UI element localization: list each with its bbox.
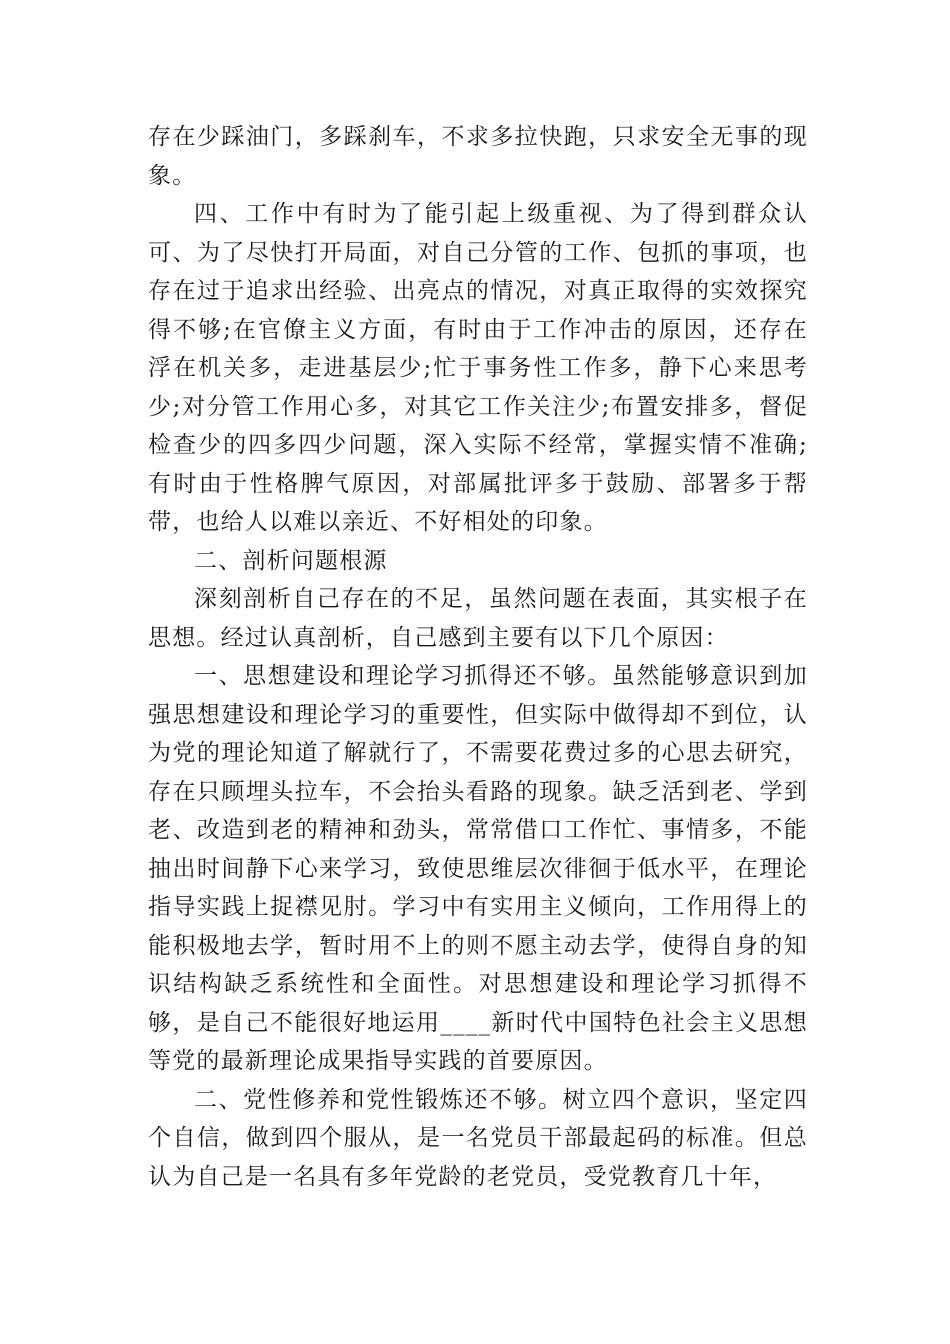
paragraph-5: 二、党性修养和党性锻炼还不够。树立四个意识，坚定四个自信，做到四个服从，是一名党员干部最起码的标准。但总认为自己是一名具有多年党龄的老党员，受党教育几十年， [148, 1086, 808, 1190]
section-heading: 二、剖析问题根源 [194, 547, 388, 574]
paragraph-1: 存在少踩油门，多踩刹车，不求多拉快跑，只求安全无事的现象。 [148, 124, 808, 189]
document-body [148, 118, 808, 1196]
paragraph-2: 四、工作中有时为了能引起上级重视、为了得到群众认可、为了尽快打开局面，对自己分管的工作、包抓的事项，也存在过于追求出经验、出亮点的情况，对真正取得的实效探究得不够;在官僚主义方面，有时由于工作冲击的原因，还存在浮在机关多，走进基层少;忙于事务性工作多，静下心来思考少;对分管工作用心多，对其它工作关注少;布置安排多，督促检查少的四多四少问题，深入实际不经常，掌握实情不准确;有时由于性格脾气原因，对部属批评多于鼓励、部署多于帮带，也给人以难以亲近、不好相处的印象。 [148, 201, 808, 535]
paragraph-3: 深刻剖析自己存在的不足，虽然问题在表面，其实根子在思想。经过认真剖析，自己感到主要有以下几个原因： [148, 586, 808, 651]
paragraph-4: 一、思想建设和理论学习抓得还不够。虽然能够意识到加强思想建设和理论学习的重要性，但实际中做得却不到位，认为党的理论知道了解就行了，不需要花费过多的心思去研究，存在只顾埋头拉车，不会抬头看路的现象。缺乏活到老、学到老、改造到老的精神和劲头，常常借口工作忙、事情多，不能抽出时间静下心来学习，致使思维层次徘徊于低水平，在理论指导实践上捉襟见肘。学习中有实用主义倾向，工作用得上的能积极地去学，暂时用不上的则不愿主动去学，使得自身的知识结构缺乏系统性和全面性。对思想建设和理论学习抓得不够，是自己不能很好地运用____新时代中国特色社会主义思想等党的最新理论成果指导实践的首要原因。 [148, 663, 808, 1074]
